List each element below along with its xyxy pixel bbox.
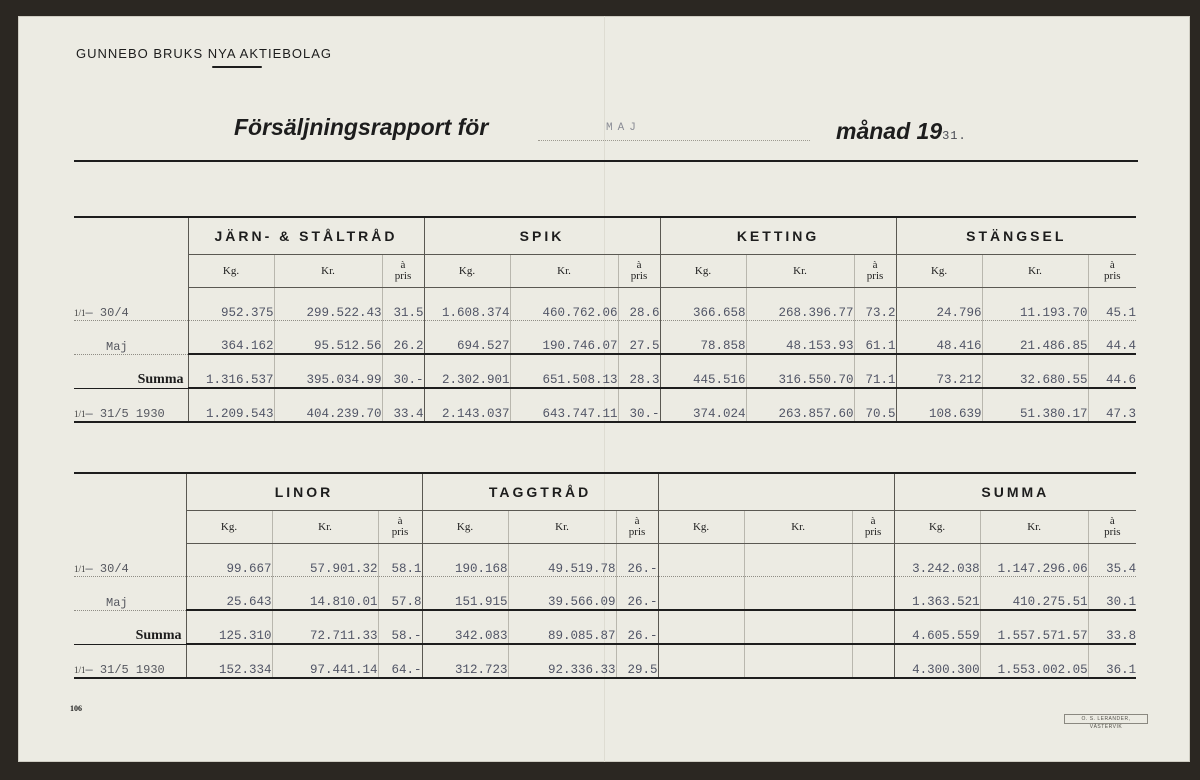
- table-row: [74, 577, 1136, 611]
- period-range: — 30/4: [85, 306, 129, 320]
- report-title: Försäljningsrapport för: [234, 114, 489, 140]
- pris-value: [852, 577, 894, 611]
- month-label: Maj: [106, 595, 128, 610]
- unit-pris-header: [616, 511, 658, 544]
- printer-imprint: O. S. LERANDER, VÄSTERVIK: [1064, 714, 1148, 724]
- pris-a: à: [1109, 259, 1115, 271]
- sales-table-2: [74, 472, 1136, 679]
- group-header: LINOR: [186, 473, 422, 511]
- kr-value: 39.566.09: [508, 577, 616, 611]
- kg-value: 694.527: [424, 321, 510, 355]
- table-row: [74, 644, 1136, 678]
- kr-value: 404.239.70: [274, 388, 382, 422]
- unit-kr-header: Kr.: [272, 511, 378, 544]
- company-name: GUNNEBO BRUKS NYA AKTIEBOLAG: [76, 46, 333, 61]
- pris-value: 70.5: [854, 388, 896, 422]
- pris-value: 26.-: [616, 577, 658, 611]
- kg-value: 99.667: [186, 544, 272, 577]
- kg-value: 3.242.038: [894, 544, 980, 577]
- kg-value: 2.143.037: [424, 388, 510, 422]
- unit-kr-header: Kr.: [982, 255, 1088, 288]
- kg-value: 1.209.543: [188, 388, 274, 422]
- period-range: — 31/5 1930: [85, 663, 165, 677]
- summa-label: Summa: [135, 627, 182, 643]
- unit-kr-header: Kr.: [980, 511, 1088, 544]
- pris-value: 44.4: [1088, 321, 1136, 355]
- kg-value: 312.723: [422, 644, 508, 678]
- pris-value: 57.8: [378, 577, 422, 611]
- pris-value: 30.1: [1088, 577, 1136, 611]
- kr-value: 97.441.14: [272, 644, 378, 678]
- report-year: 31.: [942, 129, 967, 143]
- row-label: [74, 610, 186, 644]
- pris-value: 26.2: [382, 321, 424, 355]
- pris-b: pris: [864, 526, 882, 538]
- unit-kg-header: Kg.: [658, 511, 744, 544]
- kr-value: 92.336.33: [508, 644, 616, 678]
- kr-value: [744, 577, 852, 611]
- period-range: — 30/4: [85, 562, 129, 576]
- table-row: [74, 354, 1136, 388]
- pris-value: 29.5: [616, 644, 658, 678]
- kg-value: 342.083: [422, 610, 508, 644]
- unit-kr-header: Kr.: [746, 255, 854, 288]
- kg-value: 73.212: [896, 354, 982, 388]
- pris-a: à: [397, 515, 403, 527]
- kg-value: 25.643: [186, 577, 272, 611]
- kg-value: 364.162: [188, 321, 274, 355]
- kr-value: [744, 544, 852, 577]
- unit-kg-header: Kg.: [424, 255, 510, 288]
- period-label: [74, 562, 129, 576]
- pris-value: 64.-: [378, 644, 422, 678]
- kr-value: [744, 610, 852, 644]
- pris-a: à: [636, 259, 642, 271]
- unit-kg-header: Kg.: [894, 511, 980, 544]
- summa-label: Summa: [137, 371, 184, 387]
- unit-header-row: [74, 511, 1136, 544]
- group-header: SPIK: [424, 217, 660, 255]
- pris-value: 35.4: [1088, 544, 1136, 577]
- month-year-text: månad 19: [836, 118, 943, 144]
- pris-value: [852, 544, 894, 577]
- unit-pris-header: [378, 511, 422, 544]
- table-1-body: [74, 217, 1136, 422]
- unit-kg-header: Kg.: [186, 511, 272, 544]
- kr-value: 263.857.60: [746, 388, 854, 422]
- kr-value: 51.380.17: [982, 388, 1088, 422]
- row-label: [74, 577, 186, 611]
- group-header: KETTING: [660, 217, 896, 255]
- kg-value: 24.796: [896, 288, 982, 321]
- unit-pris-header: [854, 255, 896, 288]
- unit-kg-header: Kg.: [896, 255, 982, 288]
- kg-value: 151.915: [422, 577, 508, 611]
- pris-value: 47.3: [1088, 388, 1136, 422]
- period-start: 1/1: [74, 564, 86, 574]
- pris-value: 27.5: [618, 321, 660, 355]
- unit-header-row: [74, 255, 1136, 288]
- kg-value: 1.316.537: [188, 354, 274, 388]
- pris-b: pris: [1104, 526, 1121, 538]
- unit-kg-header: Kg.: [188, 255, 274, 288]
- kr-value: 21.486.85: [982, 321, 1088, 355]
- kg-value: 125.310: [186, 610, 272, 644]
- kr-value: 460.762.06: [510, 288, 618, 321]
- kr-value: 95.512.56: [274, 321, 382, 355]
- pris-value: 71.1: [854, 354, 896, 388]
- pris-b: pris: [391, 526, 409, 538]
- corner-cell: [74, 473, 186, 511]
- pris-b: pris: [628, 526, 646, 538]
- kg-value: 366.658: [660, 288, 746, 321]
- pris-value: 58.-: [378, 610, 422, 644]
- kg-value: 2.302.901: [424, 354, 510, 388]
- table-row: [74, 288, 1136, 321]
- unit-kr-header: Kr.: [508, 511, 616, 544]
- pris-value: [852, 644, 894, 678]
- group-header: SUMMA: [894, 473, 1136, 511]
- group-header: JÄRN- & STÅLTRÅD: [188, 217, 424, 255]
- kg-value: [658, 544, 744, 577]
- pris-value: 45.1: [1088, 288, 1136, 321]
- row-label: [74, 644, 186, 678]
- kg-value: [658, 610, 744, 644]
- kr-value: [744, 644, 852, 678]
- sales-table-1: [74, 216, 1136, 423]
- kr-value: 643.747.11: [510, 388, 618, 422]
- kr-value: 316.550.70: [746, 354, 854, 388]
- page-number: 106: [70, 704, 82, 713]
- pris-a: à: [872, 259, 878, 271]
- group-header-row: [74, 473, 1136, 511]
- pris-b: pris: [630, 270, 648, 282]
- kg-value: [658, 644, 744, 678]
- period-start: 1/1: [74, 409, 86, 419]
- period-range: — 31/5 1930: [85, 407, 165, 421]
- kr-value: 32.680.55: [982, 354, 1088, 388]
- kg-value: 190.168: [422, 544, 508, 577]
- pris-value: 73.2: [854, 288, 896, 321]
- kg-value: 78.858: [660, 321, 746, 355]
- period-start: 1/1: [74, 665, 86, 675]
- pris-value: 33.4: [382, 388, 424, 422]
- row-label: [74, 544, 186, 577]
- group-header: STÄNGSEL: [896, 217, 1136, 255]
- period-label: [74, 306, 129, 320]
- period-label: [74, 663, 165, 677]
- table-row: [74, 544, 1136, 577]
- kg-value: 108.639: [896, 388, 982, 422]
- pris-b: pris: [866, 270, 884, 282]
- group-header: [658, 473, 894, 511]
- pris-value: 28.3: [618, 354, 660, 388]
- report-year-label: [836, 118, 967, 145]
- kr-value: 1.553.002.05: [980, 644, 1088, 678]
- pris-value: 31.5: [382, 288, 424, 321]
- unit-pris-header: [1088, 255, 1136, 288]
- month-fill-line: [538, 140, 810, 141]
- pris-b: pris: [394, 270, 412, 282]
- kg-value: 374.024: [660, 388, 746, 422]
- kr-value: 14.810.01: [272, 577, 378, 611]
- pris-b: pris: [1104, 270, 1121, 282]
- pris-value: 36.1: [1088, 644, 1136, 678]
- month-label: Maj: [106, 339, 128, 354]
- unit-pris-header: [618, 255, 660, 288]
- title-rule: [74, 160, 1138, 162]
- kg-value: 48.416: [896, 321, 982, 355]
- pris-a: à: [870, 515, 876, 527]
- kr-value: 299.522.43: [274, 288, 382, 321]
- unit-kg-header: Kg.: [660, 255, 746, 288]
- pris-value: 26.-: [616, 610, 658, 644]
- pris-value: 28.6: [618, 288, 660, 321]
- company-underline: [212, 66, 262, 68]
- table-row: [74, 388, 1136, 422]
- pris-a: à: [1109, 515, 1115, 527]
- kr-value: 410.275.51: [980, 577, 1088, 611]
- kr-value: 1.147.296.06: [980, 544, 1088, 577]
- period-label: [74, 407, 165, 421]
- kg-value: 1.363.521: [894, 577, 980, 611]
- kg-value: 1.608.374: [424, 288, 510, 321]
- kr-value: 48.153.93: [746, 321, 854, 355]
- unit-kr-header: Kr.: [744, 511, 852, 544]
- pris-value: 44.6: [1088, 354, 1136, 388]
- row-label: [74, 288, 188, 321]
- table-row: [74, 321, 1136, 355]
- kg-value: 952.375: [188, 288, 274, 321]
- kg-value: 4.300.300: [894, 644, 980, 678]
- pris-value: [852, 610, 894, 644]
- kg-value: 152.334: [186, 644, 272, 678]
- period-start: 1/1: [74, 308, 86, 318]
- kr-value: 268.396.77: [746, 288, 854, 321]
- unit-kg-header: Kg.: [422, 511, 508, 544]
- kr-value: 72.711.33: [272, 610, 378, 644]
- unit-pris-header: [382, 255, 424, 288]
- row-label: [74, 321, 188, 355]
- kr-value: 1.557.571.57: [980, 610, 1088, 644]
- corner-cell: [74, 511, 186, 544]
- row-label: [74, 354, 188, 388]
- kr-value: 395.034.99: [274, 354, 382, 388]
- unit-kr-header: Kr.: [510, 255, 618, 288]
- unit-pris-header: [852, 511, 894, 544]
- pris-value: 33.8: [1088, 610, 1136, 644]
- unit-kr-header: Kr.: [274, 255, 382, 288]
- unit-pris-header: [1088, 511, 1136, 544]
- pris-a: à: [400, 259, 406, 271]
- pris-value: 58.1: [378, 544, 422, 577]
- kg-value: 4.605.559: [894, 610, 980, 644]
- kr-value: 89.085.87: [508, 610, 616, 644]
- row-label: [74, 388, 188, 422]
- kr-value: 11.193.70: [982, 288, 1088, 321]
- kr-value: 57.901.32: [272, 544, 378, 577]
- table-2-body: [74, 473, 1136, 678]
- corner-cell: [74, 255, 188, 288]
- kg-value: 445.516: [660, 354, 746, 388]
- corner-cell: [74, 217, 188, 255]
- pris-value: 26.-: [616, 544, 658, 577]
- pris-a: à: [634, 515, 640, 527]
- group-header-row: [74, 217, 1136, 255]
- table-row: [74, 610, 1136, 644]
- pris-value: 61.1: [854, 321, 896, 355]
- kr-value: 49.519.78: [508, 544, 616, 577]
- kr-value: 190.746.07: [510, 321, 618, 355]
- pris-value: 30.-: [382, 354, 424, 388]
- kg-value: [658, 577, 744, 611]
- kr-value: 651.508.13: [510, 354, 618, 388]
- report-month: MAJ: [606, 122, 641, 134]
- pris-value: 30.-: [618, 388, 660, 422]
- group-header: TAGGTRÅD: [422, 473, 658, 511]
